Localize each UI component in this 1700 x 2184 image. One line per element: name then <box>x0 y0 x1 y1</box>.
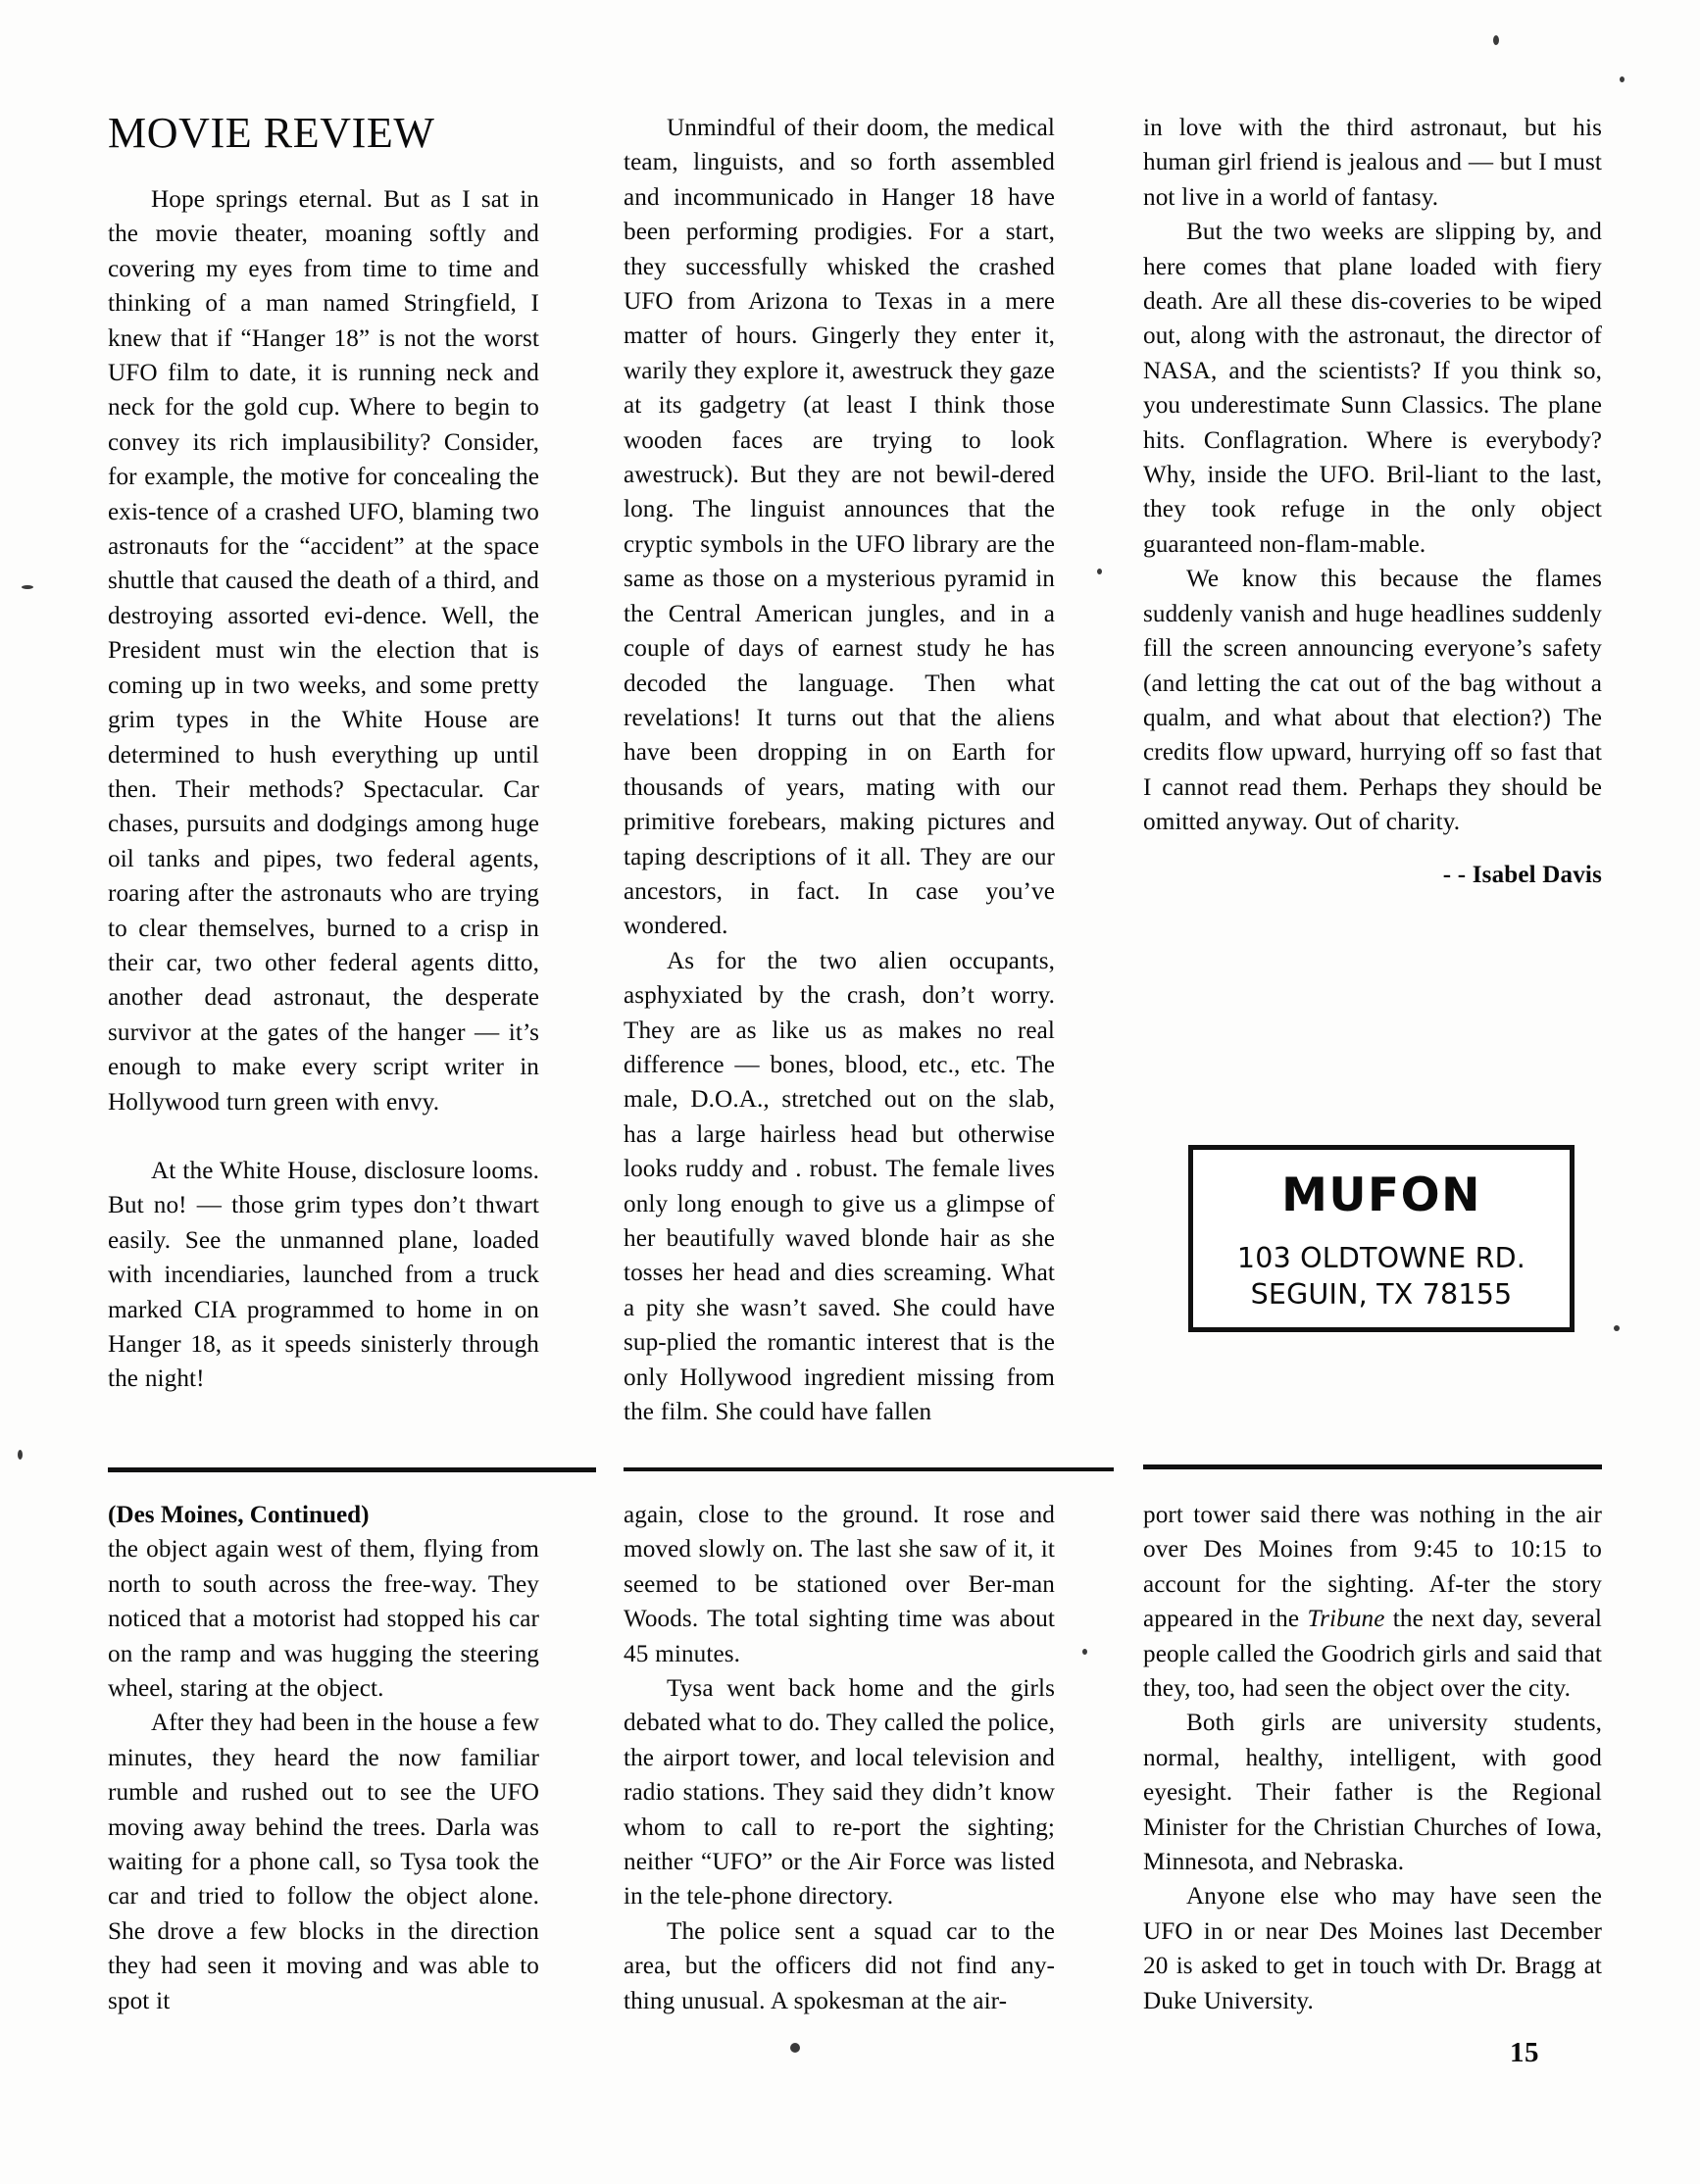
article-col1-paragraph-1: Hope springs eternal. But as I sat in the movie theater, moaning softly and covering my eyes from time to time and thinking of a man named Stringfield, I knew that if “Hanger 18” is not the worst UFO film to date, it is running neck and neck for the gold cup. Where to begin to convey its rich implausibility? Consider, for example, the motive for concealing the exis-tence of a crashed UFO, blaming two astronauts for the “accident” at the space shuttle that caused the death of a third, and destroying assorted evi-dence. Well, the President must win the election that is coming up in two weeks, and some pretty grim types in the White House are determined to hush everything up until then. Their methods? Spectacular. Car chases, pursuits and dodgings among huge oil tanks and pipes, two federal agents, roaring after the astronauts who are trying to clear themselves, burned to a crisp in their car, two other federal agents ditto, another dead astronaut, the desperate survivor at the gates of the hanger — it’s enough to make every script writer in Hollywood turn green with envy. <box>108 186 539 1116</box>
continued-col3-p1-end: the next day, several people called the Goodrich girls and said that they, too, had seen the object over the city. <box>1143 1606 1602 1703</box>
article-col1-paragraph-2: At the White House, disclosure looms. But no! — those grim types don’t thwart easily. See the unmanned plane, loaded with incendiaries, launched from a truck marked CIA programmed to home in on Hanger 18, as it speeds sinisterly through the night! <box>108 1157 539 1393</box>
article-column-2 <box>624 111 1055 1429</box>
article-col2-paragraph-2: As for the two alien occupants, asphyxiated by the crash, don’t worry. They are as like us as makes no real difference — bones, blood, etc., etc. The male, D.O.A., stretched out on the slab, has a large hairless head but otherwise looks ruddy and . robust. The female lives only long enough to give us a glimpse of her beautifully waved blonde hair as she tosses her head and dies screaming. What a pity she wasn’t saved. She could have sup-plied the romantic interest that is the only Hollywood ingredient missing from the film. She could have fallen <box>624 947 1055 1426</box>
scan-speck <box>1082 1649 1087 1655</box>
section-divider-right <box>1143 1464 1602 1469</box>
article-column-1 <box>108 110 539 1397</box>
continued-col3-paragraph-2: Both girls are university students, normal, healthy, intelligent, with good eyesight. Their father is the Regional Minister for the Christian Churches of Iowa, Minnesota, and Nebraska. <box>1143 1710 1602 1876</box>
article-col3-paragraph-1: in love with the third astronaut, but his human girl friend is jealous and — but I must not live in a world of fantasy. <box>1143 115 1602 211</box>
continued-col2-paragraph-3: The police sent a squad car to the area, but the officers did not find any-thing unusual. A spokesman at the air- <box>624 1917 1055 2014</box>
continued-col1-paragraph-2: After they had been in the house a few minutes, they heard the now familiar rumble and rushed out to see the UFO moving away behind the trees. Darla was waiting for a phone call, so Tysa took the car and tried to follow the object alone. She drove a few blocks in the direction they had seen it moving and was able to spot it <box>108 1710 539 2014</box>
continued-heading: (Des Moines, Continued) <box>108 1502 370 1528</box>
article-col2-paragraph-1: Unmindful of their doom, the medical team, linguists, and so forth assembled and incommunicado in Hanger 18 have been performing prodigies. For a start, they successfully whisked the crashed UFO from Arizona to Texas in a mere matter of hours. Gingerly they enter it, warily they explore it, awestruck they gaze at its gadgetry (at least I think those wooden faces are trying to look awestruck). But they are not bewil-dered long. The linguist announces that the cryptic symbols in the UFO library are the same as those on a mysterious pyramid in the Central American jungles, and in a couple of days of earnest study he has decoded the language. Then what revelations! It turns out that the aliens have been dropping in on Earth for thousands of years, mating with our primitive forebears, making pictures and taping descriptions of it all. They are our ancestors, in fact. In case you’ve wondered. <box>624 115 1055 940</box>
mufon-address-line-1: 103 OLDTOWNE RD. <box>1236 1242 1526 1274</box>
article-col3-paragraph-3: We know this because the flames suddenly vanish and huge headlines suddenly fill the screen announcing everyone’s safety (and letting the cat out of the bag without a qualm, and what about that election?) The credits flow upward, hurrying off so fast that I cannot read them. Perhaps they should be omitted anyway. Out of charity. <box>1143 566 1602 836</box>
tribune-newspaper-name: Tribune <box>1307 1606 1385 1633</box>
continued-column-3 <box>1143 1498 1602 2018</box>
continued-col2-paragraph-1: again, close to the ground. It rose and moved slowly on. The last she saw of it, it seemed to be stationed over Ber-man Woods. The total sighting time was about 45 minutes. <box>624 1502 1055 1667</box>
continued-col3-p1-start: port tower said there was nothing in the air over Des Moines from 9:45 to 10:15 to account for the sighting. Af-ter the story appeared in the <box>1143 1502 1602 1633</box>
page-number: 15 <box>1510 2037 1539 2068</box>
continued-col3-paragraph-3: Anyone else who may have seen the UFO in or near Des Moines last December 20 is asked to get in touch with Dr. Bragg at Duke University. <box>1143 1883 1602 2014</box>
scan-speck <box>1614 1325 1620 1331</box>
scan-speck <box>18 1450 23 1460</box>
continued-col3-paragraph-1 <box>1143 1498 1602 1706</box>
article-column-3 <box>1143 111 1602 889</box>
section-divider-left <box>108 1467 596 1472</box>
continued-col2-paragraph-2: Tysa went back home and the girls debated what to do. They called the police, the airport tower, and local television and radio stations. They said they didn’t know whom to call to re-port the sighting; neither “UFO” or the Air Force was listed in the tele-phone directory. <box>624 1675 1055 1911</box>
scan-speck <box>790 2043 800 2053</box>
mufon-logo-text: MUFON <box>1281 1168 1481 1222</box>
continued-column-1 <box>108 1498 539 2018</box>
scan-speck <box>1620 76 1625 82</box>
scan-speck <box>1097 569 1102 574</box>
article-byline: - - Isabel Davis <box>1442 861 1602 888</box>
article-col3-paragraph-2: But the two weeks are slipping by, and here comes that plane loaded with fiery death. Are all these dis-coveries to be wiped out, along with the astronaut, the director of NASA, and the scientists? If you think so, you underestimate Sunn Classics. The plane hits. Conflagration. Where is everybody? Why, inside the UFO. Bril-liant to the last, they took refuge in the only object guaranteed non-flam-mable. <box>1143 219 1602 558</box>
page-title: MOVIE REVIEW <box>108 109 435 157</box>
scan-speck <box>22 585 33 589</box>
continued-column-2 <box>624 1498 1055 2018</box>
continued-col1-paragraph-1: the object again west of them, flying from north to south across the free-way. They noticed that a motorist had stopped his car on the ramp and was hugging the steering wheel, staring at the object. <box>108 1536 539 1703</box>
mufon-address-line-2: SEGUIN, TX 78155 <box>1250 1278 1513 1311</box>
section-divider-middle <box>624 1467 1114 1471</box>
scan-speck <box>1493 35 1499 45</box>
mufon-ad-box <box>1188 1145 1575 1332</box>
